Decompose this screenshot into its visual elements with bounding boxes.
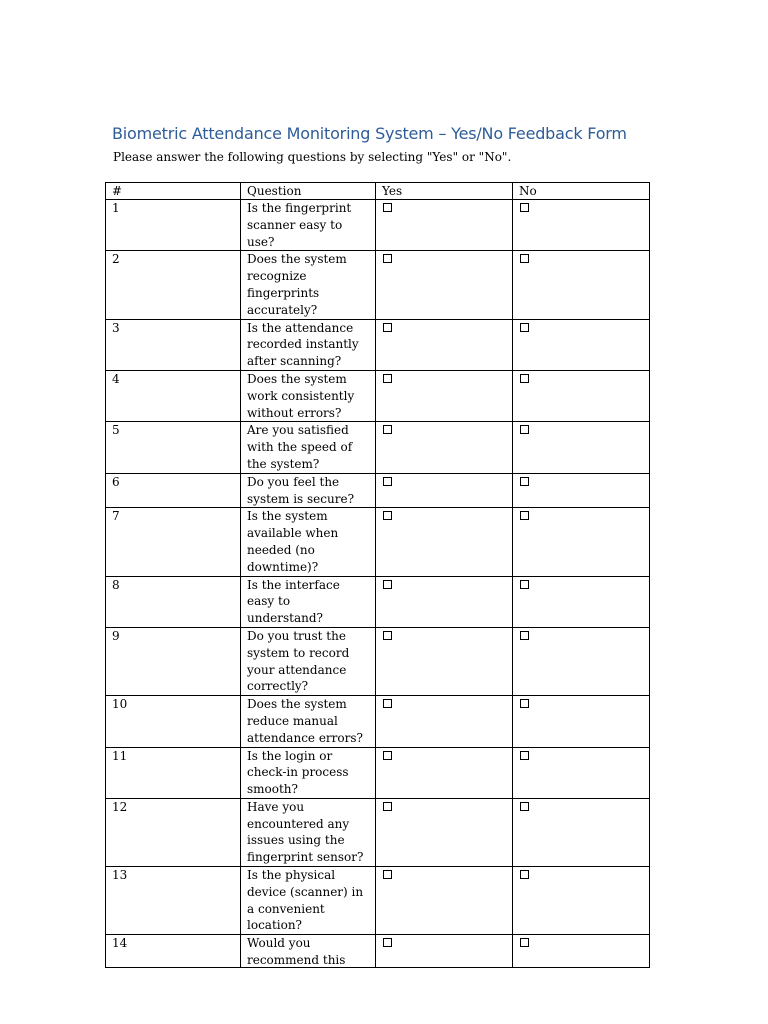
no-cell <box>513 576 650 627</box>
question-text: Does the system recognize fingerprints accurately? <box>241 251 376 319</box>
yes-cell <box>376 200 513 251</box>
yes-checkbox[interactable] <box>383 751 392 760</box>
yes-cell <box>376 696 513 747</box>
yes-checkbox[interactable] <box>383 631 392 640</box>
no-checkbox[interactable] <box>520 254 529 263</box>
no-cell <box>513 696 650 747</box>
no-cell <box>513 935 650 968</box>
yes-checkbox[interactable] <box>383 802 392 811</box>
yes-cell <box>376 473 513 508</box>
no-cell <box>513 251 650 319</box>
question-number: 14 <box>106 935 241 968</box>
no-checkbox[interactable] <box>520 203 529 212</box>
yes-checkbox[interactable] <box>383 203 392 212</box>
table-header-row <box>106 183 650 200</box>
question-text: Do you trust the system to record your attendance correctly? <box>241 627 376 695</box>
table-row <box>106 370 650 421</box>
no-checkbox[interactable] <box>520 870 529 879</box>
no-cell <box>513 867 650 935</box>
yes-checkbox[interactable] <box>383 425 392 434</box>
table-row <box>106 747 650 798</box>
yes-cell <box>376 319 513 370</box>
yes-cell <box>376 935 513 968</box>
question-text: Have you encountered any issues using the fingerprint sensor? <box>241 798 376 866</box>
table-row <box>106 473 650 508</box>
yes-cell <box>376 251 513 319</box>
no-cell <box>513 422 650 473</box>
no-cell <box>513 798 650 866</box>
question-number: 8 <box>106 576 241 627</box>
table-row <box>106 251 650 319</box>
question-number: 6 <box>106 473 241 508</box>
question-text: Is the interface easy to understand? <box>241 576 376 627</box>
yes-checkbox[interactable] <box>383 374 392 383</box>
no-cell <box>513 200 650 251</box>
table-row <box>106 508 650 576</box>
form-title: Biometric Attendance Monitoring System – Yes/No Feedback Form <box>112 124 627 143</box>
question-number: 2 <box>106 251 241 319</box>
no-cell <box>513 370 650 421</box>
question-text <box>241 935 376 968</box>
table-row <box>106 627 650 695</box>
no-checkbox[interactable] <box>520 477 529 486</box>
question-text: Is the attendance recorded instantly after scanning? <box>241 319 376 370</box>
header-no: No <box>513 183 650 200</box>
table-row <box>106 200 650 251</box>
question-number: 10 <box>106 696 241 747</box>
question-text: Is the system available when needed (no downtime)? <box>241 508 376 576</box>
yes-checkbox[interactable] <box>383 580 392 589</box>
no-cell <box>513 319 650 370</box>
no-checkbox[interactable] <box>520 580 529 589</box>
yes-cell <box>376 867 513 935</box>
no-checkbox[interactable] <box>520 631 529 640</box>
yes-cell <box>376 508 513 576</box>
question-text: Is the fingerprint scanner easy to use? <box>241 200 376 251</box>
question-text: Are you satisfied with the speed of the system? <box>241 422 376 473</box>
yes-cell <box>376 576 513 627</box>
question-number: 1 <box>106 200 241 251</box>
no-checkbox[interactable] <box>520 699 529 708</box>
no-cell <box>513 473 650 508</box>
question-number: 11 <box>106 747 241 798</box>
no-checkbox[interactable] <box>520 374 529 383</box>
yes-cell <box>376 627 513 695</box>
yes-cell <box>376 422 513 473</box>
no-checkbox[interactable] <box>520 938 529 947</box>
no-checkbox[interactable] <box>520 511 529 520</box>
table-row <box>106 798 650 866</box>
no-cell <box>513 508 650 576</box>
question-number: 9 <box>106 627 241 695</box>
no-cell <box>513 747 650 798</box>
question-number: 13 <box>106 867 241 935</box>
question-text: Do you feel the system is secure? <box>241 473 376 508</box>
table-row <box>106 696 650 747</box>
yes-checkbox[interactable] <box>383 699 392 708</box>
feedback-table <box>105 182 650 968</box>
question-number: 7 <box>106 508 241 576</box>
form-instructions: Please answer the following questions by selecting "Yes" or "No". <box>113 150 512 164</box>
question-number: 5 <box>106 422 241 473</box>
question-text: Does the system reduce manual attendance errors? <box>241 696 376 747</box>
question-number: 3 <box>106 319 241 370</box>
table-row <box>106 319 650 370</box>
yes-cell <box>376 798 513 866</box>
header-number: # <box>106 183 241 200</box>
no-checkbox[interactable] <box>520 323 529 332</box>
question-text-clipped: Would you recommend this <box>247 936 346 968</box>
table-row <box>106 935 650 968</box>
table-row <box>106 576 650 627</box>
no-cell <box>513 627 650 695</box>
no-checkbox[interactable] <box>520 751 529 760</box>
question-text: Does the system work consistently without errors? <box>241 370 376 421</box>
table-row <box>106 422 650 473</box>
yes-cell <box>376 747 513 798</box>
question-text: Is the physical device (scanner) in a convenient location? <box>241 867 376 935</box>
table-row <box>106 867 650 935</box>
yes-checkbox[interactable] <box>383 323 392 332</box>
yes-checkbox[interactable] <box>383 254 392 263</box>
yes-checkbox[interactable] <box>383 870 392 879</box>
question-text: Is the login or check-in process smooth? <box>241 747 376 798</box>
header-question: Question <box>241 183 376 200</box>
no-checkbox[interactable] <box>520 802 529 811</box>
header-yes: Yes <box>376 183 513 200</box>
question-number: 12 <box>106 798 241 866</box>
yes-checkbox[interactable] <box>383 477 392 486</box>
no-checkbox[interactable] <box>520 425 529 434</box>
yes-checkbox[interactable] <box>383 511 392 520</box>
yes-checkbox[interactable] <box>383 938 392 947</box>
question-number: 4 <box>106 370 241 421</box>
yes-cell <box>376 370 513 421</box>
